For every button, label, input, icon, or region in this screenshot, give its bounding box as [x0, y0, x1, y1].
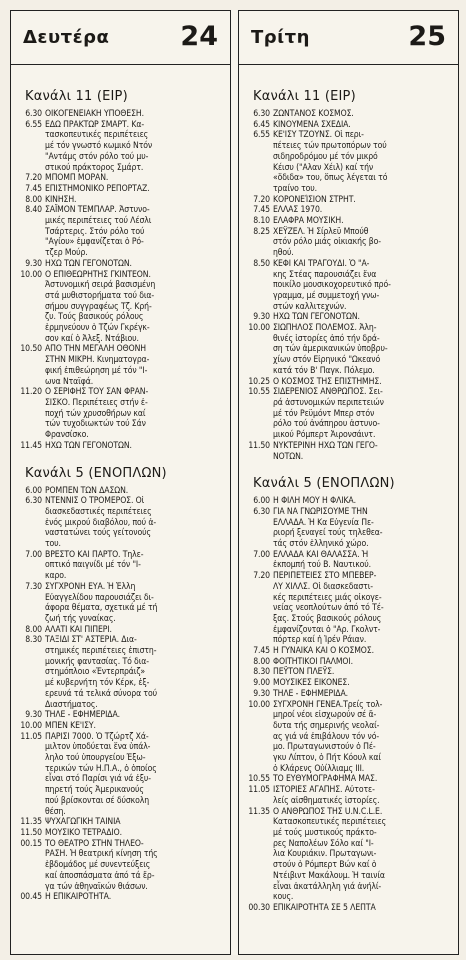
program-description: Η ΓΥΝΑΙΚΑ ΚΑΙ Ο ΚΟΣΜΟΣ.: [273, 646, 374, 657]
program-entry: [245, 312, 452, 323]
program-description: ΕΛΛΑΣ 1970.: [273, 205, 323, 216]
program-time: 7.30: [25, 581, 42, 592]
program-time: 11.35: [20, 817, 42, 828]
program-description: ΑΠΟ ΤΗΝ ΜΕΓΑΛΗ ΟΘΟΝΗ ΣΤΗΝ ΜΙΚΡΗ. Κινηματογρα- φική ἐπιθεώρηση μέ τόν "Ι- ωνα Νταϊφά.: [45, 344, 150, 387]
program-time: 11.20: [20, 387, 42, 398]
program-entry: [245, 377, 452, 388]
day-schedule: [11, 65, 230, 903]
program-description: ΣΥΓΧΡΟΝΗ ΓΕΝΕΑ.Τρείς τολ- μηροί νέοι εἰσχωρούν σέ ἄ- δυτα τής σημερινής νεολαί- ας γιά νά ἐπιβάλουν τόν νό- μο. Πρωταγωνιστούν ὁ Πέ- γκυ Λίπτον, ὁ Πήτ Κόουλ καί ὁ Κλάρενς Οὐίλλιαμς ΙΙΙ.: [273, 699, 383, 774]
program-time: 7.45: [253, 646, 270, 657]
program-description: ΗΧΩ ΤΩΝ ΓΕΓΟΝΟΤΩΝ.: [45, 258, 132, 269]
program-description: ΠΕΫΤΟΝ ΠΛΕΫΣ.: [273, 667, 335, 678]
program-description: ΜΟΥΣΙΚΟ ΤΕΤΡΑΔΙΟ.: [45, 828, 122, 838]
program-time: 8.30: [25, 635, 42, 646]
program-entry: [17, 635, 224, 710]
program-entry: [245, 646, 452, 657]
program-description: ΕΠΙΚΑΙΡΟΤΗΤΑ ΣΕ 5 ΛΕΠΤΑ: [273, 902, 376, 913]
program-description: ΣΑΪΜΟΝ ΤΕΜΠΛΑΡ. Ἀστυνο- μικές περιπέτειες τού Λέσλι Τσάρτερις. Στόν ρόλο τού "Αγίου» ἐμφανίζεται ὁ Ρό- τζερ Μούρ.: [45, 205, 152, 259]
program-description: Η ΦΙΛΗ ΜΟΥ Η ΦΛΙΚΑ.: [273, 496, 356, 507]
program-time: 8.00: [253, 656, 270, 667]
program-time: 6.30: [253, 506, 270, 517]
program-entry: [245, 571, 452, 646]
program-description: ΖΩΝΤΑΝΟΣ ΚΟΣΜΟΣ.: [273, 109, 354, 119]
program-description: ΚΕ'ΙΣΥ ΤΖΟΥΝΣ. Οἱ περι- πέτειες τών πρωτοπόρων τού σιδηροδρόμου μέ τόν μικρό Κέισυ ("Αλαν Χέιλ) καί τήν «ὅδιδα» του, ὅπως λέγεται τό τραίνο του.: [273, 130, 388, 194]
program-entry: [245, 678, 452, 689]
program-time: 6.30: [253, 109, 270, 119]
program-entry: [17, 839, 224, 893]
program-entry: [17, 120, 224, 174]
program-description: ΓΙΑ ΝΑ ΓΝΩΡΙΣΟΥΜΕ ΤΗΝ ΕΛΛΑΔΑ. Ἡ Κα Εὐγενία Πε- ριορή ξεναγεί τούς τηλεθεα- τάς στόν ἑλληνικό χώρο.: [273, 506, 383, 550]
program-description: ΝΤΕΝΝΙΣ Ο ΤΡΟΜΕΡΟΣ. Οἱ διασκεδαστικές περιπέτειες ἑνός μικρού διαβόλου, πού ἀ- ναστατώνει τούς γείτονούς του.: [45, 496, 157, 550]
program-entry: [245, 807, 452, 903]
program-time: 6.00: [253, 496, 270, 507]
program-entry: [17, 270, 224, 345]
program-entry: [245, 785, 452, 806]
program-entry: [17, 828, 224, 839]
program-time: 8.30: [253, 667, 270, 678]
program-entry: [245, 689, 452, 700]
program-description: ΜΠΟΜΠ ΜΟΡΑΝ.: [45, 173, 109, 184]
program-entry: [245, 259, 452, 313]
program-entry: [17, 550, 224, 582]
program-entry: [17, 892, 224, 903]
program-description: ΕΛΑΦΡΑ ΜΟΥΣΙΚΗ.: [273, 216, 344, 227]
program-description: ΚΕΦΙ ΚΑΙ ΤΡΑΓΟΥΔΙ. Ὁ "Α- κης Στέας παρουσιάζει ἕνα ποικίλο μουσικοχορευτικό πρό- γραμμα, μέ συμμετοχή γνω- στών καλλιτεχνών.: [273, 258, 391, 312]
program-description: ΠΕΡΙΠΕΤΕΙΕΣ ΣΤΟ ΜΠΕΒΕΡ- ΛΥ ΧΙΛΛΣ. Οἱ διασκεδαστι- κές περιπέτειες μιάς οἰκογε- νείας νεοπλούτων ἀπό τό Τέ- ξας. Στούς βασικούς ρόλους ἐμφανίζονται ὁ "Αρ. Γκολντ- πόρτερ καί ἡ Ἰρέν Ράιαν.: [273, 571, 384, 646]
program-entry: [245, 387, 452, 441]
program-description: Ο ΚΟΣΜΟΣ ΤΗΣ ΕΠΙΣΤΗΜΗΣ.: [273, 376, 382, 387]
program-description: ΣΙΔΕΡΕΝΙΟΣ ΑΝΘΡΩΠΟΣ. Σει- ρά ἀστυνομικών περιπετειών μέ τόν Ρεϋμόντ Μπερ στόν ρόλο τού ἀνάπηρου ἀστυνο- μικού Ρόμπερτ Ἀιρονσάιντ.: [273, 387, 384, 441]
program-entry: [17, 259, 224, 270]
program-description: ΠΑΡΙΣΙ 7000. Ὁ Τζώρτζ Χά- μιλτον ὑποδύεται ἕνα ὑπάλ- ληλο τού ὑπουργείου Ἐξω- τερικών τών Η.Π.Α., ὁ ὁποίος εἶναι στό Παρίσι γιά νά ἐξυ- πηρετή τούς Ἀμερικανούς πού βρίσκονται σέ δύσκολη θέση.: [45, 731, 157, 817]
program-entry: [245, 700, 452, 775]
program-description: ΤΟ ΘΕΑΤΡΟ ΣΤΗΝ ΤΗΛΕΟ- ΡΑΣΗ. Ἡ θεατρική κίνηση τής ἑβδομάδος μέ συνεντεύξεις καί ἀποσπάσματα ἀπό τά ἔρ- γα τών ἀθηναϊκών θιάσων.: [45, 838, 158, 892]
program-time: 8.50: [253, 258, 270, 269]
program-description: ΕΔΩ ΠΡΑΚΤΩΡ ΣΜΑΡΤ. Κα- τασκοπευτικές περιπέτειες μέ τόν γνωστό κωμικό Ντόν "Αντάμς στόν ρόλο τού μυ- στικού πράκτορος Σμάρτ.: [45, 119, 153, 173]
program-time: 9.30: [25, 710, 42, 721]
program-description: ΜΠΕΝ ΚΕ'ΙΣΥ.: [45, 720, 96, 731]
program-time: 11.35: [248, 806, 270, 817]
program-time: 10.55: [248, 774, 270, 785]
tv-guide-page: [10, 10, 458, 955]
program-description: ΜΟΥΣΙΚΕΣ ΕΙΚΟΝΕΣ.: [273, 678, 350, 689]
program-time: 10.00: [248, 323, 270, 334]
program-entry: [245, 507, 452, 550]
channel-heading: Κανάλι 11 (ΕΙΡ): [253, 89, 356, 104]
program-time: 10.50: [20, 344, 42, 355]
program-description: ΚΟΡΟΝΕΊΣΙΟΝ ΣΤΡΗΤ.: [273, 194, 356, 205]
program-time: 10.00: [20, 269, 42, 280]
program-entry: [17, 625, 224, 636]
program-description: ΕΛΛΑΔΑ ΚΑΙ ΘΑΛΑΣΣΑ. Ἡ ἐκπομπή τού Β. Ναυτικού.: [273, 549, 372, 571]
program-description: ΤΗΛΕ - ΕΦΗΜΕΡΙΔΑ.: [45, 710, 121, 721]
program-time: 7.45: [25, 183, 42, 194]
program-entry: [245, 774, 452, 785]
day-name: Τρίτη: [251, 27, 310, 48]
program-time: 10.00: [248, 699, 270, 710]
program-time: 10.55: [248, 387, 270, 398]
program-description: ΕΠΙΣΤΗΜΟΝΙΚΟ ΡΕΠΟΡΤΑΖ.: [45, 183, 150, 194]
program-description: ΣΙΩΠΗΛΟΣ ΠΟΛΕΜΟΣ. Ἀλη- θινές ἱστορίες ἀπό τήν δρά- ση τών ἀμερικανικών ὑποβρυ- χίων στόν Εἰρηνικό "Ωκεανό κατά τόν Β' Παγκ. Πόλεμο.: [273, 323, 388, 376]
program-time: 00.30: [248, 902, 270, 913]
program-time: 00.15: [20, 838, 42, 849]
program-entry: [17, 496, 224, 550]
program-entry: [245, 496, 452, 507]
program-time: 7.00: [25, 549, 42, 560]
program-time: 6.55: [253, 130, 270, 141]
program-time: 9.30: [25, 258, 42, 269]
program-entry: [245, 441, 452, 462]
program-entry: [245, 227, 452, 259]
program-entry: [245, 903, 452, 914]
day-number: 24: [180, 21, 218, 52]
program-time: 7.20: [253, 194, 270, 205]
program-description: ΦΟΙΤΗΤΙΚΟΙ ΠΑΛΜΟΙ.: [273, 656, 353, 667]
program-time: 7.00: [253, 549, 270, 560]
program-description: Ο ΣΕΡΙΦΗΣ ΤΟΥ ΣΑΝ ΦΡΑΝ- ΣΙΣΚΟ. Περιπέτειες στήν ἐ- ποχή τών χρυσοθήρων καί τών τυχοδιωκτών τού Σάν Φρανσίσκο.: [45, 387, 149, 441]
program-time: 11.45: [20, 440, 42, 451]
day-header: [11, 11, 230, 65]
program-entry: [17, 184, 224, 195]
program-entry: [17, 173, 224, 184]
program-description: ΑΛΑΤΙ ΚΑΙ ΠΙΠΕΡΙ.: [45, 624, 112, 635]
program-entry: [17, 441, 224, 452]
program-time: 8.40: [25, 205, 42, 216]
channel-heading: Κανάλι 5 (ΕΝΟΠΛΩΝ): [253, 476, 395, 492]
program-entry: [17, 582, 224, 625]
program-time: 7.20: [25, 173, 42, 184]
program-entry: [245, 130, 452, 194]
program-entry: [17, 732, 224, 818]
program-entry: [17, 387, 224, 441]
program-entry: [17, 817, 224, 828]
program-description: ΤΑΞΙΔΙ ΣΤ' ΑΣΤΕΡΙΑ. Δια- στημικές περιπέτειες ἐπιστη- μονικής φαντασίας. Τό δια- στημόπλοιο «Ἐντερπράιζ» μέ κυβερνήτη τόν Κέρκ, ἐξ- ερευνά τά τελικά σύνορα τού Διαστήματος.: [45, 635, 157, 710]
program-time: 6.55: [25, 119, 42, 130]
program-description: ΙΣΤΟΡΙΕΣ ΑΓΑΠΗΣ. Αὐτοτε- λείς αἰσθηματικές ἱστορίες.: [273, 785, 380, 806]
program-description: ΤΗΛΕ - ΕΦΗΜΕΡΙΔΑ.: [273, 688, 349, 699]
program-time: 8.00: [25, 624, 42, 635]
day-number: 25: [408, 21, 446, 52]
program-description: ΚΙΝΗΣΗ.: [45, 194, 77, 205]
program-description: Ο ΕΠΙΘΕΩΡΗΤΗΣ ΓΚΙΝΤΕΟΝ. Ἀστυνομική σειρά βασισμένη στά μυθιστορήματα τού δια- σήμου συγγραφέως Τζ. Κρή- ζυ. Τούς βασικούς ρόλους ἑρμηνεύουν ὁ Τζών Γκρέγκ- σον καί ὁ Ἀλεξ. Ντάβιου.: [45, 269, 156, 344]
day-header: [239, 11, 458, 65]
program-description: ΚΙΝΟΥΜΕΝΑ ΣΧΕΔΙΑ.: [273, 119, 351, 130]
program-entry: [17, 710, 224, 721]
program-entry: [17, 195, 224, 206]
program-entry: [245, 205, 452, 216]
day-name: Δευτέρα: [23, 27, 110, 48]
day-column-tuesday: [238, 10, 459, 955]
program-description: Η ΕΠΙΚΑΙΡΟΤΗΤΑ.: [45, 892, 112, 903]
program-entry: [17, 344, 224, 387]
program-time: 11.05: [20, 731, 42, 742]
program-entry: [245, 550, 452, 571]
program-time: 11.05: [248, 785, 270, 796]
program-entry: [17, 721, 224, 732]
program-time: 8.25: [253, 226, 270, 237]
program-time: 7.20: [253, 571, 270, 582]
channel-spacer: [17, 452, 224, 466]
program-description: ΗΧΩ ΤΩΝ ΓΕΓΟΝΟΤΩΝ.: [45, 440, 132, 451]
program-time: 9.00: [253, 678, 270, 689]
program-time: 6.45: [253, 119, 270, 130]
program-time: 9.30: [253, 312, 270, 323]
program-entry: [17, 486, 224, 497]
program-time: 11.50: [248, 440, 270, 451]
program-entry: [245, 109, 452, 120]
day-schedule: [239, 65, 458, 914]
program-description: ΒΡΕΣΤΟ ΚΑΙ ΠΑΡΤΟ. Τηλε- οπτικό παιγνίδι μέ τόν "Ι- καρο.: [45, 549, 144, 582]
program-description: ΤΟ ΕΥΘΥΜΟΓΡΑΦΗΜΑ ΜΑΣ.: [273, 774, 378, 785]
program-description: ΣΥΓΧΡΟΝΗ ΕΥΑ. Ἡ Ἑλλη Εὐαγγελίδου παρουσιάζει δι- άφορα θέματα, σχετικά μέ τή ζωή τής γυναίκας.: [45, 581, 158, 624]
channel-heading: Κανάλι 5 (ΕΝΟΠΛΩΝ): [25, 465, 167, 481]
program-entry: [245, 195, 452, 206]
program-time: 11.50: [20, 828, 42, 838]
channel-spacer: [245, 462, 452, 476]
day-column-monday: [10, 10, 231, 955]
program-time: 6.00: [25, 485, 42, 496]
program-entry: [245, 216, 452, 227]
program-time: 7.45: [253, 205, 270, 216]
program-time: 00.45: [20, 892, 42, 903]
program-entry: [245, 657, 452, 668]
program-description: Ο ΑΝΘΡΩΠΟΣ ΤΗΣ U.N.C.L.E. Κατασκοπευτικές περιπέτειες μέ τούς μυστικούς πράκτο- ρες Ναπολέων Σόλο καί "Ι- λια Κουριάκιν. Πρωταγωνι- στούν ὁ Ρόμπερτ Βών καί ὁ Ντέιβιντ Μακάλουμ. Ἡ ταινία εἶναι ἀκατάλληλη γιά ἀνήλί- κους.: [273, 806, 387, 903]
program-time: 10.25: [248, 376, 270, 387]
program-time: 6.30: [25, 496, 42, 507]
program-description: ΧΕΫΖΕΛ. Ἡ Σίρλεϋ Μπούθ στόν ρόλο μιάς οἰκιακής βο- ηθού.: [273, 226, 381, 259]
program-description: ΨΥΧΑΓΩΓΙΚΗ ΤΑΙΝΙΑ: [45, 817, 121, 828]
program-time: 6.30: [25, 109, 42, 119]
program-entry: [245, 323, 452, 377]
program-time: 8.10: [253, 216, 270, 227]
program-entry: [245, 120, 452, 131]
program-entry: [17, 205, 224, 259]
program-description: ΟΙΚΟΓΕΝΕΙΑΚΗ ΥΠΟΘΕΣΗ.: [45, 109, 144, 119]
program-entry: [245, 667, 452, 678]
program-entry: [17, 109, 224, 120]
program-description: ΝΥΚΤΕΡΙΝΗ ΗΧΩ ΤΩΝ ΓΕΓΟ- ΝΟΤΩΝ.: [273, 440, 378, 462]
channel-heading: Κανάλι 11 (ΕΙΡ): [25, 89, 128, 104]
program-time: 9.30: [253, 688, 270, 699]
program-time: 10.00: [20, 720, 42, 731]
program-description: ΡΟΜΠΕΝ ΤΩΝ ΔΑΣΩΝ.: [45, 485, 129, 496]
program-time: 8.00: [25, 194, 42, 205]
program-description: ΗΧΩ ΤΩΝ ΓΕΓΟΝΟΤΩΝ.: [273, 312, 360, 323]
